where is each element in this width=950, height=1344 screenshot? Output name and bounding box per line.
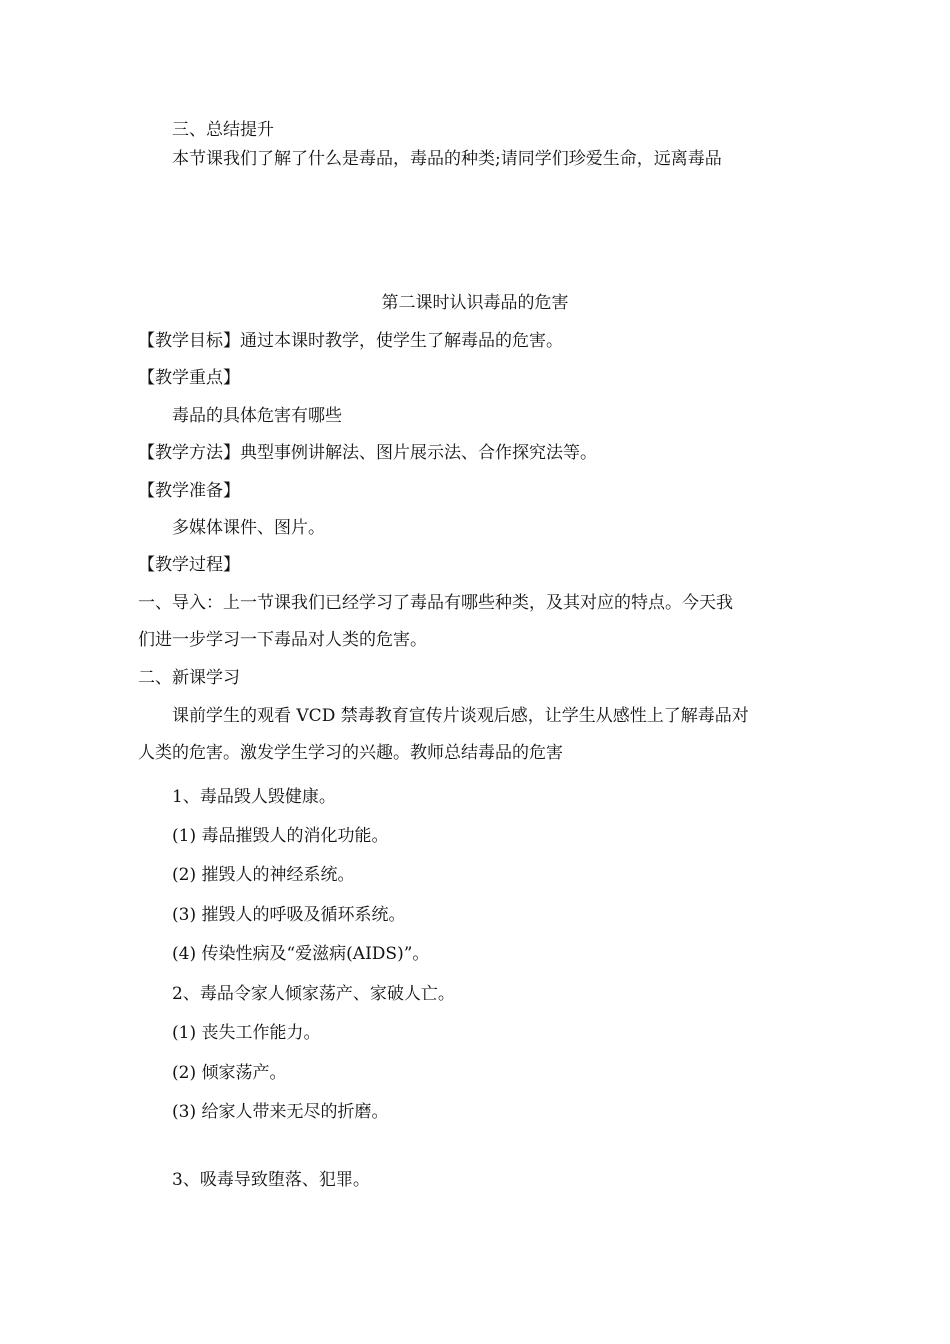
section3-body: 本节课我们了解了什么是毒品，毒品的种类;请同学们珍爱生命，远离毒品 bbox=[172, 149, 722, 169]
point-1-item: (3) 摧毁人的呼吸及循环系统。 bbox=[172, 905, 406, 925]
newlesson-line-1: 课前学生的观看 VCD 禁毒教育宣传片谈观后感，让学生从感性上了解毒品对 bbox=[172, 706, 749, 726]
prep-label: 【教学准备】 bbox=[138, 481, 240, 501]
point-2-item: (1) 丧失工作能力。 bbox=[172, 1023, 321, 1043]
newlesson-heading: 二、新课学习 bbox=[138, 668, 240, 688]
objective: 【教学目标】通过本课时教学，使学生了解毒品的危害。 bbox=[138, 331, 563, 351]
lesson2-title: 第二课时认识毒品的危害 bbox=[381, 293, 569, 313]
intro-line-1: 一、导入：上一节课我们已经学习了毒品有哪些种类，及其对应的特点。今天我 bbox=[138, 593, 733, 613]
focus-label: 【教学重点】 bbox=[138, 368, 240, 388]
point-2: 2、毒品令家人倾家荡产、家破人亡。 bbox=[172, 984, 455, 1004]
point-3: 3、吸毒导致堕落、犯罪。 bbox=[172, 1170, 370, 1190]
point-2-item: (3) 给家人带来无尽的折磨。 bbox=[172, 1102, 389, 1122]
newlesson-line-2: 人类的危害。激发学生学习的兴趣。教师总结毒品的危害 bbox=[138, 743, 563, 763]
prep-text: 多媒体课件、图片。 bbox=[172, 518, 325, 538]
point-1-item: (2) 摧毁人的神经系统。 bbox=[172, 865, 355, 885]
process-label: 【教学过程】 bbox=[138, 555, 240, 575]
point-1: 1、毒品毁人毁健康。 bbox=[172, 787, 336, 807]
focus-text: 毒品的具体危害有哪些 bbox=[172, 406, 342, 426]
method: 【教学方法】典型事例讲解法、图片展示法、合作探究法等。 bbox=[138, 443, 597, 463]
point-1-item: (4) 传染性病及“爱滋病(AIDS)”。 bbox=[172, 944, 430, 964]
point-1-item: (1) 毒品摧毁人的消化功能。 bbox=[172, 826, 389, 846]
intro-line-2: 们进一步学习一下毒品对人类的危害。 bbox=[138, 630, 427, 650]
section3-heading: 三、总结提升 bbox=[172, 120, 274, 140]
point-2-item: (2) 倾家荡产。 bbox=[172, 1063, 287, 1083]
